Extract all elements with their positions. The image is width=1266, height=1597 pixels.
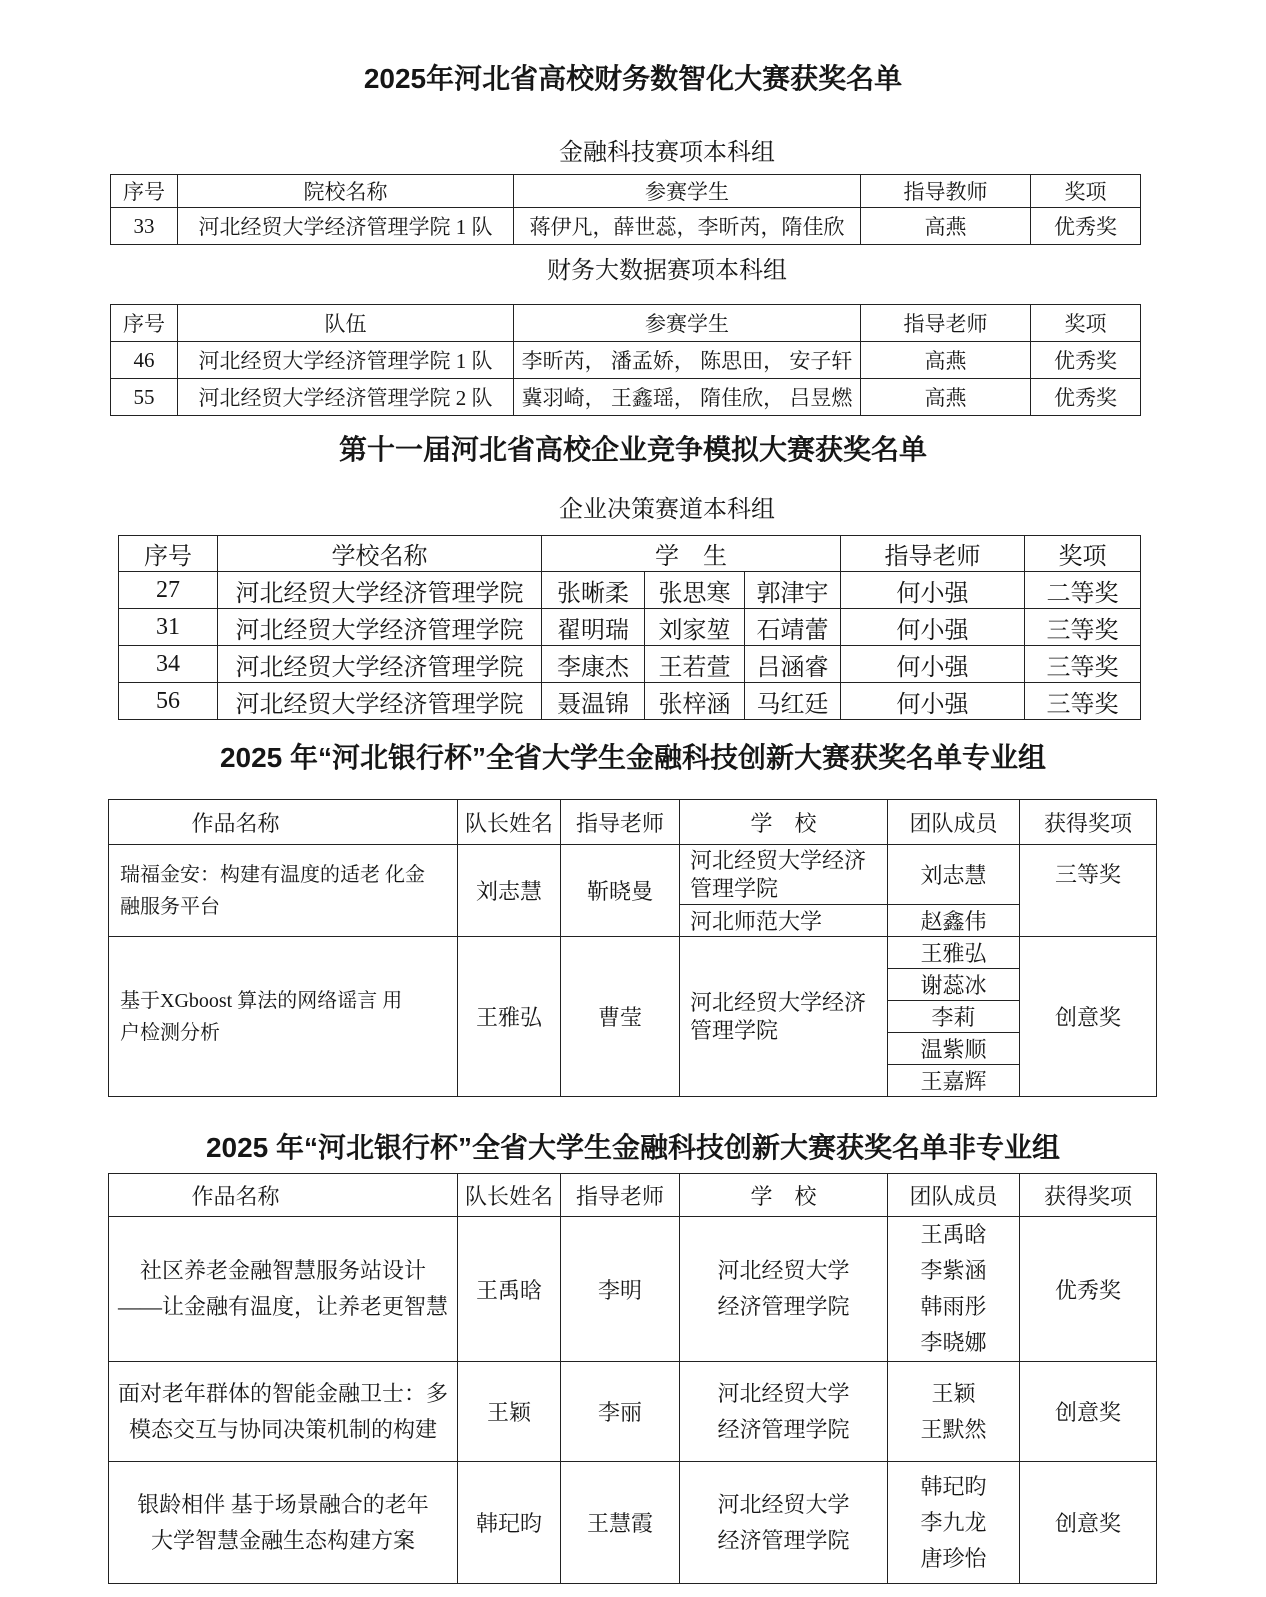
school-line: 河北经贸大学经济 [690, 847, 867, 873]
name-line: 融服务平台 [120, 895, 220, 918]
header-cell: 学校名称 [218, 536, 542, 572]
school-line: 河北经贸大学 [717, 1380, 850, 1406]
prize-cell: 创意奖 [1020, 937, 1157, 1097]
member-cell: 王雅弘 [888, 937, 1020, 969]
prize-cell: 三等奖 [1025, 683, 1141, 720]
serial-cell: 55 [111, 379, 178, 416]
name-line: 社区养老金融智慧服务站设计 [139, 1258, 426, 1283]
name-line: 基于XGboost 算法的网络谣言 用 [120, 989, 403, 1012]
teacher-cell: 何小强 [841, 683, 1025, 720]
member-line: 王颖 [931, 1380, 976, 1406]
captain-cell: 王禹晗 [458, 1217, 561, 1362]
header-cell: 获得奖项 [1020, 800, 1157, 845]
work-name-cell [109, 845, 458, 937]
school-line: 河北经贸大学经济 [690, 989, 867, 1015]
member-cell: 谢蕊冰 [888, 969, 1020, 1001]
header-cell: 参赛学生 [514, 305, 861, 342]
member-cell: 李莉 [888, 1001, 1020, 1033]
student-cell: 马红廷 [745, 683, 841, 720]
table-row [119, 572, 1141, 609]
member-cell: 赵鑫伟 [888, 905, 1020, 937]
member-cell: 温紫顺 [888, 1033, 1020, 1065]
teacher-cell: 高燕 [861, 379, 1031, 416]
name-line: 模态交互与协同决策机制的构建 [128, 1416, 437, 1442]
teacher-cell: 高燕 [861, 208, 1031, 245]
header-cell: 指导教师 [861, 175, 1031, 208]
student-cell: 郭津宇 [745, 572, 841, 609]
header-cell: 团队成员 [888, 800, 1020, 845]
header-cell: 院校名称 [178, 175, 514, 208]
captain-cell: 王雅弘 [458, 937, 561, 1097]
teacher-cell: 何小强 [841, 572, 1025, 609]
fintech-undergrad-table [110, 174, 1141, 245]
name-line: 面对老年群体的智能金融卫士：多 [117, 1380, 448, 1406]
student-cell: 刘家堃 [645, 609, 745, 646]
name-line: 户检测分析 [120, 1021, 220, 1044]
serial-cell: 56 [119, 683, 218, 720]
header-cell: 参赛学生 [514, 175, 861, 208]
serial-cell: 33 [111, 208, 178, 245]
table-row [109, 845, 1157, 905]
prize-cell: 三等奖 [1025, 609, 1141, 646]
header-cell: 团队成员 [888, 1174, 1020, 1217]
captain-cell: 韩玘昀 [458, 1462, 561, 1584]
name-line: 大学智慧金融生态构建方案 [150, 1527, 415, 1553]
header-cell: 学 校 [680, 800, 888, 845]
captain-cell: 王颖 [458, 1362, 561, 1462]
students-cell: 李昕芮， 潘孟娇， 陈思田， 安子轩 [514, 342, 861, 379]
prize-cell: 优秀奖 [1031, 208, 1141, 245]
table-header-row [109, 800, 1157, 845]
member-line: 唐珍怡 [920, 1545, 987, 1571]
student-cell: 聂温锦 [542, 683, 645, 720]
enterprise-decision-table [118, 535, 1141, 720]
work-name-cell [109, 1462, 458, 1584]
header-cell: 序号 [119, 536, 218, 572]
table-row [109, 1362, 1157, 1462]
header-cell: 指导老师 [561, 800, 680, 845]
header-cell: 奖项 [1031, 175, 1141, 208]
teacher-cell: 王慧霞 [561, 1462, 680, 1584]
serial-cell: 31 [119, 609, 218, 646]
prize-cell: 优秀奖 [1020, 1217, 1157, 1362]
school-cell [680, 1462, 888, 1584]
teacher-cell: 何小强 [841, 646, 1025, 683]
header-cell: 指导老师 [861, 305, 1031, 342]
captain-cell: 刘志慧 [458, 845, 561, 937]
header-cell: 指导老师 [841, 536, 1025, 572]
team-cell: 河北经贸大学经济管理学院 2 队 [178, 379, 514, 416]
prize-cell: 三等奖 [1020, 845, 1157, 937]
school-line: 管理学院 [690, 1017, 779, 1043]
school-cell [680, 1362, 888, 1462]
school-cell: 河北经贸大学经济管理学院 [218, 646, 542, 683]
header-cell: 奖项 [1031, 305, 1141, 342]
prize-cell: 优秀奖 [1031, 342, 1141, 379]
school-line: 管理学院 [690, 875, 779, 901]
teacher-cell: 曹莹 [561, 937, 680, 1097]
subtitle-fintech-undergrad-group: 金融科技赛项本科组 [559, 139, 775, 166]
header-cell: 序号 [111, 175, 178, 208]
header-cell: 作品名称 [109, 1174, 458, 1217]
table-row [111, 208, 1141, 245]
prize-cell: 优秀奖 [1031, 379, 1141, 416]
student-cell: 张晰柔 [542, 572, 645, 609]
member-line: 韩玘昀 [920, 1473, 987, 1499]
school-cell [680, 1217, 888, 1362]
school-cell: 河北经贸大学经济管理学院 1 队 [178, 208, 514, 245]
school-line: 河北经贸大学 [717, 1491, 850, 1517]
teacher-cell: 李明 [561, 1217, 680, 1362]
team-cell: 河北经贸大学经济管理学院 1 队 [178, 342, 514, 379]
name-line: ——让金融有温度，让养老更智慧 [117, 1294, 448, 1319]
title-enterprise-simulation-competition: 第十一届河北省高校企业竞争模拟大赛获奖名单 [338, 434, 927, 465]
bigdata-undergrad-table [110, 304, 1141, 416]
serial-cell: 34 [119, 646, 218, 683]
member-line: 李晓娜 [920, 1330, 987, 1355]
members-cell [888, 1462, 1020, 1584]
school-cell: 河北师范大学 [680, 905, 888, 937]
table-row [111, 342, 1141, 379]
fintech-innovation-pro-table [108, 799, 1157, 1097]
table-header-row [111, 305, 1141, 342]
school-cell [680, 845, 888, 905]
school-cell: 河北经贸大学经济管理学院 [218, 609, 542, 646]
member-line: 韩雨彤 [920, 1294, 987, 1319]
student-cell: 翟明瑞 [542, 609, 645, 646]
work-name-cell [109, 1217, 458, 1362]
teacher-cell: 李丽 [561, 1362, 680, 1462]
subtitle-enterprise-decision-group: 企业决策赛道本科组 [559, 496, 775, 523]
school-cell [680, 937, 888, 1097]
student-cell: 石靖蕾 [745, 609, 841, 646]
members-cell [888, 1217, 1020, 1362]
member-line: 王默然 [920, 1416, 987, 1442]
table-row [109, 937, 1157, 969]
member-line: 李紫涵 [920, 1258, 987, 1283]
students-cell: 蒋伊凡，薛世蕊，李昕芮，隋佳欣 [514, 208, 861, 245]
school-line: 经济管理学院 [717, 1416, 850, 1442]
header-cell: 队长姓名 [458, 1174, 561, 1217]
subtitle-bigdata-undergrad-group: 财务大数据赛项本科组 [547, 257, 787, 284]
student-cell: 张思寒 [645, 572, 745, 609]
header-cell: 奖项 [1025, 536, 1141, 572]
prize-cell: 创意奖 [1020, 1362, 1157, 1462]
table-row [119, 646, 1141, 683]
name-line: 银龄相伴 基于场景融合的老年 [137, 1491, 429, 1517]
serial-cell: 46 [111, 342, 178, 379]
table-row [109, 1462, 1157, 1584]
member-cell: 刘志慧 [888, 845, 1020, 905]
fintech-innovation-nonpro-table [108, 1173, 1157, 1584]
school-line: 河北经贸大学 [717, 1258, 850, 1283]
work-name-cell [109, 937, 458, 1097]
prize-cell: 二等奖 [1025, 572, 1141, 609]
header-cell: 队伍 [178, 305, 514, 342]
title-finance-digital-competition: 2025年河北省高校财务数智化大赛获奖名单 [363, 63, 903, 94]
table-row [119, 609, 1141, 646]
school-cell: 河北经贸大学经济管理学院 [218, 683, 542, 720]
member-line: 王禹晗 [920, 1222, 987, 1247]
header-cell: 作品名称 [109, 800, 458, 845]
header-cell: 指导老师 [561, 1174, 680, 1217]
table-row [119, 683, 1141, 720]
table-row [109, 1217, 1157, 1362]
teacher-cell: 靳晓曼 [561, 845, 680, 937]
teacher-cell: 何小强 [841, 609, 1025, 646]
header-cell: 队长姓名 [458, 800, 561, 845]
school-line: 经济管理学院 [717, 1527, 850, 1553]
member-line: 李九龙 [920, 1509, 987, 1535]
header-cell: 学 校 [680, 1174, 888, 1217]
school-line: 经济管理学院 [717, 1294, 850, 1319]
student-cell: 王若萱 [645, 646, 745, 683]
prize-cell: 创意奖 [1020, 1462, 1157, 1584]
teacher-cell: 高燕 [861, 342, 1031, 379]
header-cell: 序号 [111, 305, 178, 342]
name-line: 瑞福金安：构建有温度的适老 化金 [120, 863, 425, 886]
prize-cell: 三等奖 [1025, 646, 1141, 683]
school-cell: 河北经贸大学经济管理学院 [218, 572, 542, 609]
title-fintech-innovation-pro: 2025 年“河北银行杯”全省大学生金融科技创新大赛获奖名单专业组 [219, 742, 1047, 773]
header-cell: 学 生 [542, 536, 841, 572]
member-cell: 王嘉辉 [888, 1065, 1020, 1097]
work-name-cell [109, 1362, 458, 1462]
serial-cell: 27 [119, 572, 218, 609]
table-row [111, 379, 1141, 416]
header-cell: 获得奖项 [1020, 1174, 1157, 1217]
student-cell: 吕涵睿 [745, 646, 841, 683]
student-cell: 张梓涵 [645, 683, 745, 720]
students-cell: 冀羽崎， 王鑫瑶， 隋佳欣， 吕昱燃 [514, 379, 861, 416]
table-header-row [119, 536, 1141, 572]
title-fintech-innovation-nonpro: 2025 年“河北银行杯”全省大学生金融科技创新大赛获奖名单非专业组 [205, 1132, 1061, 1163]
table-header-row [109, 1174, 1157, 1217]
table-header-row [111, 175, 1141, 208]
members-cell [888, 1362, 1020, 1462]
student-cell: 李康杰 [542, 646, 645, 683]
